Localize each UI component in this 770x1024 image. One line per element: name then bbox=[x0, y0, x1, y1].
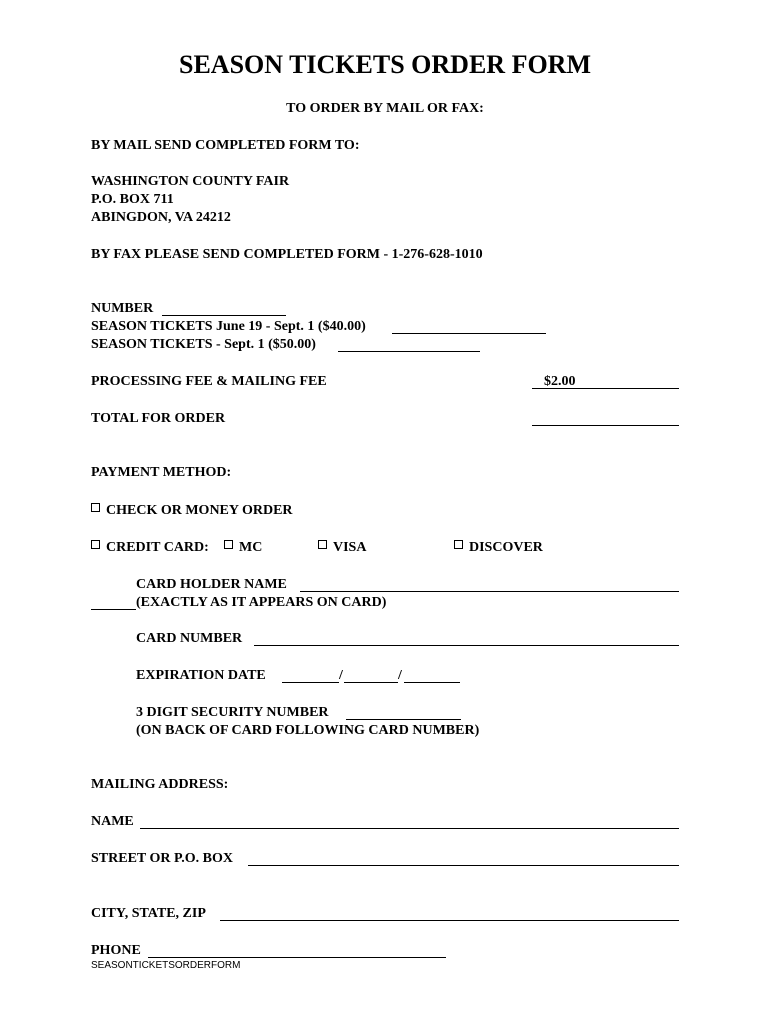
fax-line: BY FAX PLEASE SEND COMPLETED FORM - 1-276-628-1010 bbox=[91, 247, 483, 262]
credit-label: CREDIT CARD: bbox=[106, 540, 209, 555]
card-holder-field-cont[interactable] bbox=[91, 609, 136, 610]
name-label: NAME bbox=[91, 814, 134, 829]
card-holder-field[interactable] bbox=[300, 591, 679, 592]
visa-option[interactable] bbox=[318, 539, 366, 557]
total-label: TOTAL FOR ORDER bbox=[91, 411, 226, 426]
city-field[interactable] bbox=[220, 920, 679, 921]
phone-field[interactable] bbox=[148, 957, 446, 958]
checkbox-icon[interactable] bbox=[318, 540, 327, 549]
number-field[interactable] bbox=[162, 315, 286, 316]
checkbox-icon[interactable] bbox=[91, 503, 100, 512]
card-number-label: CARD NUMBER bbox=[136, 631, 243, 646]
card-holder-note: (EXACTLY AS IT APPEARS ON CARD) bbox=[136, 595, 387, 610]
exp-month-field[interactable] bbox=[282, 682, 339, 683]
ticket2-label: SEASON TICKETS - Sept. 1 ($50.00) bbox=[91, 337, 316, 352]
address-line-2: P.O. BOX 711 bbox=[91, 192, 174, 207]
mc-option[interactable] bbox=[224, 539, 262, 557]
security-field[interactable] bbox=[346, 719, 461, 720]
name-field[interactable] bbox=[140, 828, 679, 829]
mc-label: MC bbox=[239, 540, 263, 555]
fee-value: $2.00 bbox=[544, 374, 576, 389]
security-note: (ON BACK OF CARD FOLLOWING CARD NUMBER) bbox=[136, 723, 480, 738]
ticket1-label: SEASON TICKETS June 19 - Sept. 1 ($40.00) bbox=[91, 319, 366, 334]
visa-label: VISA bbox=[333, 540, 367, 555]
security-label: 3 DIGIT SECURITY NUMBER bbox=[136, 705, 329, 720]
exp-sep-2: / bbox=[398, 668, 402, 683]
ticket2-field[interactable] bbox=[338, 351, 480, 352]
card-number-field[interactable] bbox=[254, 645, 679, 646]
total-field[interactable] bbox=[532, 425, 679, 426]
check-label: CHECK OR MONEY ORDER bbox=[106, 503, 293, 518]
mailing-heading: MAILING ADDRESS: bbox=[91, 777, 229, 792]
street-field[interactable] bbox=[248, 865, 679, 866]
ticket1-field[interactable] bbox=[392, 333, 546, 334]
mail-heading: BY MAIL SEND COMPLETED FORM TO: bbox=[91, 138, 360, 153]
city-label: CITY, STATE, ZIP bbox=[91, 906, 206, 921]
form-title: SEASON TICKETS ORDER FORM bbox=[179, 50, 591, 79]
exp-year-field[interactable] bbox=[404, 682, 460, 683]
address-line-3: ABINGDON, VA 24212 bbox=[91, 210, 231, 225]
checkbox-icon[interactable] bbox=[91, 540, 100, 549]
phone-label: PHONE bbox=[91, 943, 141, 958]
checkbox-icon[interactable] bbox=[454, 540, 463, 549]
footer-text: SEASONTICKETSORDERFORM bbox=[91, 960, 241, 971]
credit-card-option[interactable] bbox=[91, 539, 209, 557]
address-line-1: WASHINGTON COUNTY FAIR bbox=[91, 174, 290, 189]
card-holder-label: CARD HOLDER NAME bbox=[136, 577, 287, 592]
fee-line bbox=[532, 388, 679, 389]
expiration-label: EXPIRATION DATE bbox=[136, 668, 266, 683]
exp-sep-1: / bbox=[339, 668, 343, 683]
exp-day-field[interactable] bbox=[344, 682, 398, 683]
fee-label: PROCESSING FEE & MAILING FEE bbox=[91, 374, 327, 389]
number-label: NUMBER bbox=[91, 301, 154, 316]
discover-label: DISCOVER bbox=[469, 540, 543, 555]
form-subtitle: TO ORDER BY MAIL OR FAX: bbox=[286, 101, 484, 116]
payment-heading: PAYMENT METHOD: bbox=[91, 465, 232, 480]
street-label: STREET OR P.O. BOX bbox=[91, 851, 233, 866]
checkbox-icon[interactable] bbox=[224, 540, 233, 549]
discover-option[interactable] bbox=[454, 539, 543, 557]
check-option[interactable] bbox=[91, 502, 293, 520]
